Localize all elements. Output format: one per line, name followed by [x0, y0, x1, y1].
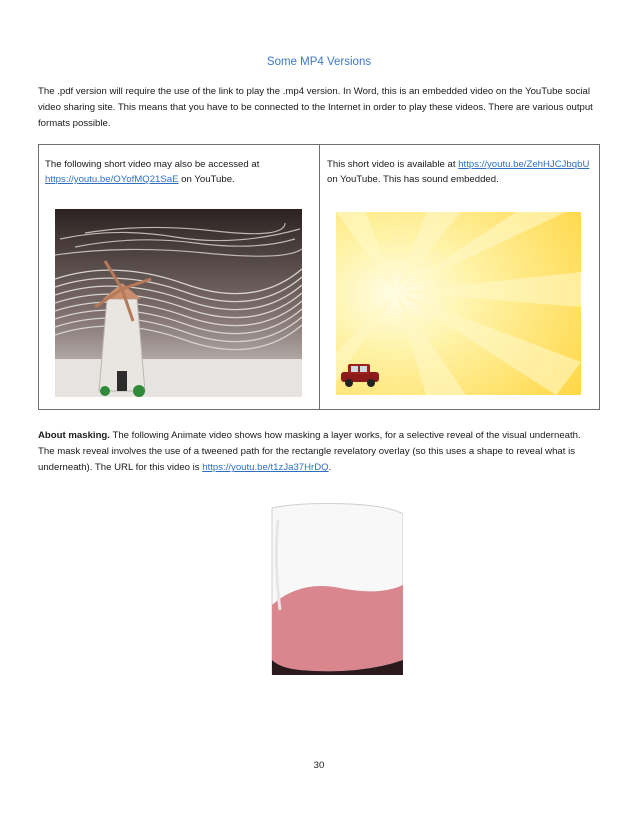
masking-paragraph: [38, 428, 598, 477]
right-cell-text: [327, 157, 592, 187]
masking-heading: About masking.: [38, 430, 110, 441]
masking-video-link[interactable]: https://youtu.be/t1zJa37HrDQ: [202, 462, 329, 474]
intro-paragraph: The .pdf version will require the use of the link to play the .mp4 version. In Word, this is an embedded video on the YouTube social video sharing site. This means that you have to be connected to the Internet in order to play these videos. There are various output formats possible.: [38, 86, 593, 130]
right-cell-intro: This short video is available at: [327, 159, 459, 170]
table-divider: [319, 145, 320, 409]
sunburst-image: [336, 212, 581, 395]
page-number: 30: [313, 760, 325, 771]
masking-text: The following Animate video shows how masking a layer works, for a selective reveal of the visual underneath. The mask reveal involves the use of a tweened path for the rectangle revelatory overlay (so this uses a shape to reveal what is underneath). The URL for this video is: [38, 430, 581, 474]
left-cell-intro: The following short video may also be accessed at: [45, 159, 260, 170]
page-heading: Some MP4 Versions: [266, 56, 372, 68]
left-video-link[interactable]: https://youtu.be/OYofMQ21SaE: [45, 174, 179, 185]
video-table: [38, 144, 600, 410]
right-video-link[interactable]: https://youtu.be/ZehHJCJbqbU: [458, 159, 590, 170]
masking-end: .: [328, 462, 332, 474]
wine-glass-image: [270, 500, 403, 675]
right-cell-suffix: on YouTube. This has sound embedded.: [327, 174, 499, 185]
windmill-image: [55, 209, 302, 397]
left-cell-text: [45, 157, 313, 187]
left-cell-suffix: on YouTube.: [178, 174, 235, 185]
